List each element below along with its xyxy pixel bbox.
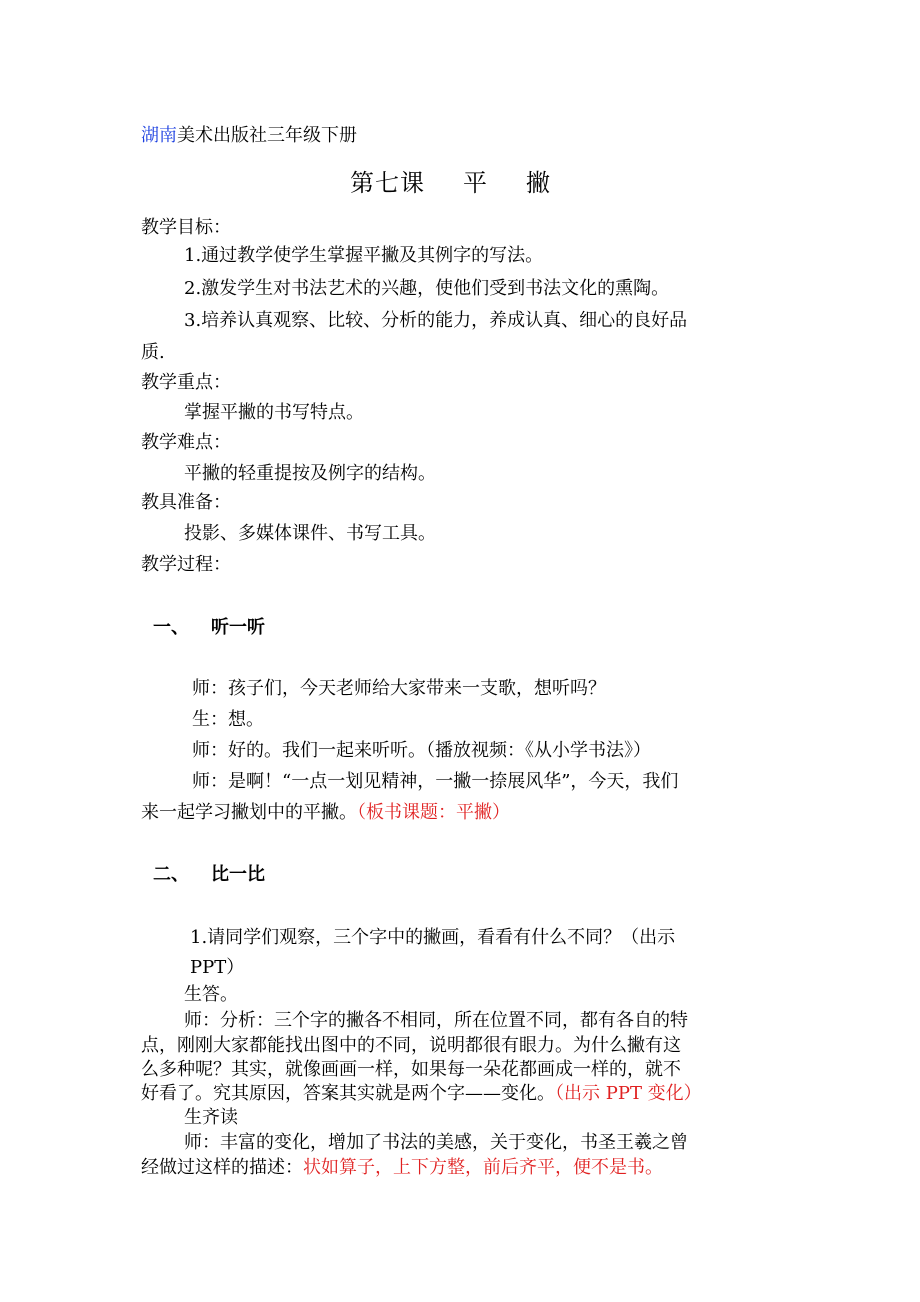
- dialogue-line-3: 师：好的。我们一起来听听。（播放视频：《从小学书法》）: [192, 740, 651, 761]
- teacher-line-2-text: 经做过这样的描述：: [141, 1157, 303, 1178]
- teacher-line-2: [141, 1155, 663, 1181]
- section-1-number: 一、: [153, 617, 189, 638]
- objective-item-3: 3.培养认真观察、比较、分析的能力，养成认真、细心的良好品: [184, 310, 688, 331]
- tools-heading: 教具准备：: [141, 492, 231, 513]
- lesson-title: [350, 170, 551, 196]
- section-1-heading: [153, 615, 265, 641]
- lesson-word-1: 平: [463, 169, 488, 197]
- dialogue-line-4: 师：是啊！“一点一划见精神，一撇一捺展风华”，今天，我们: [192, 771, 679, 792]
- section-2-title: 比一比: [211, 864, 265, 885]
- publisher-line: [141, 123, 357, 149]
- teacher-line-1: 师：丰富的变化，增加了书法的美感，关于变化，书圣王羲之曾: [184, 1132, 688, 1153]
- dialogue-line-5-text: 来一起学习撇划中的平撇。: [141, 802, 357, 823]
- key-points-heading: 教学重点：: [141, 372, 231, 393]
- analysis-line-4-text: 好看了。究其原因，答案其实就是两个字——变化。: [141, 1083, 555, 1104]
- ppt-note: （出示 PPT 变化）: [555, 1083, 702, 1104]
- section-2-heading: [153, 862, 265, 888]
- difficulties-text: 平撇的轻重提按及例字的结构。: [184, 463, 436, 484]
- analysis-line-3: 么多种呢？其实，就像画画一样，如果每一朵花都画成一样的，就不: [141, 1059, 681, 1080]
- key-points-text: 掌握平撇的书写特点。: [184, 402, 364, 423]
- section-1-title: 听一听: [211, 617, 265, 638]
- publisher-rest: 美术出版社三年级下册: [177, 125, 357, 146]
- difficulties-heading: 教学难点：: [141, 432, 231, 453]
- analysis-line-2: 点，刚刚大家都能找出图中的不同，说明都很有眼力。为什么撇有这: [141, 1035, 681, 1056]
- analysis-line-1: 师：分析：三个字的撇各不相同，所在位置不同，都有各自的特: [184, 1010, 688, 1031]
- student-answer: 生答。: [184, 984, 238, 1005]
- process-heading: 教学过程：: [141, 554, 231, 575]
- section-2-number: 二、: [153, 864, 189, 885]
- question-line-2: PPT）: [190, 957, 245, 978]
- objective-item-2: 2.激发学生对书法艺术的兴趣，使他们受到书法文化的熏陶。: [184, 278, 670, 299]
- analysis-line-4: [141, 1081, 702, 1107]
- tools-text: 投影、多媒体课件、书写工具。: [184, 523, 436, 544]
- read-together: 生齐读: [184, 1107, 238, 1128]
- objective-item-3-cont: 质.: [141, 342, 165, 363]
- dialogue-line-2: 生：想。: [192, 709, 264, 730]
- objectives-heading: 教学目标：: [141, 217, 231, 238]
- lesson-number: 第七课: [350, 169, 425, 197]
- board-note: （板书课题：平撇）: [357, 802, 510, 823]
- dialogue-line-1: 师：孩子们，今天老师给大家带来一支歌，想听吗？: [192, 678, 606, 699]
- publisher-link[interactable]: 湖南: [141, 125, 177, 146]
- wang-xizhi-quote: 状如算子，上下方整，前后齐平，便不是书。: [303, 1157, 663, 1178]
- lesson-word-2: 撇: [526, 169, 551, 197]
- dialogue-line-5: [141, 800, 510, 826]
- question-line-1: 1.请同学们观察，三个字中的撇画，看看有什么不同？（出示: [190, 927, 676, 948]
- objective-item-1: 1.通过教学使学生掌握平撇及其例字的写法。: [184, 245, 544, 266]
